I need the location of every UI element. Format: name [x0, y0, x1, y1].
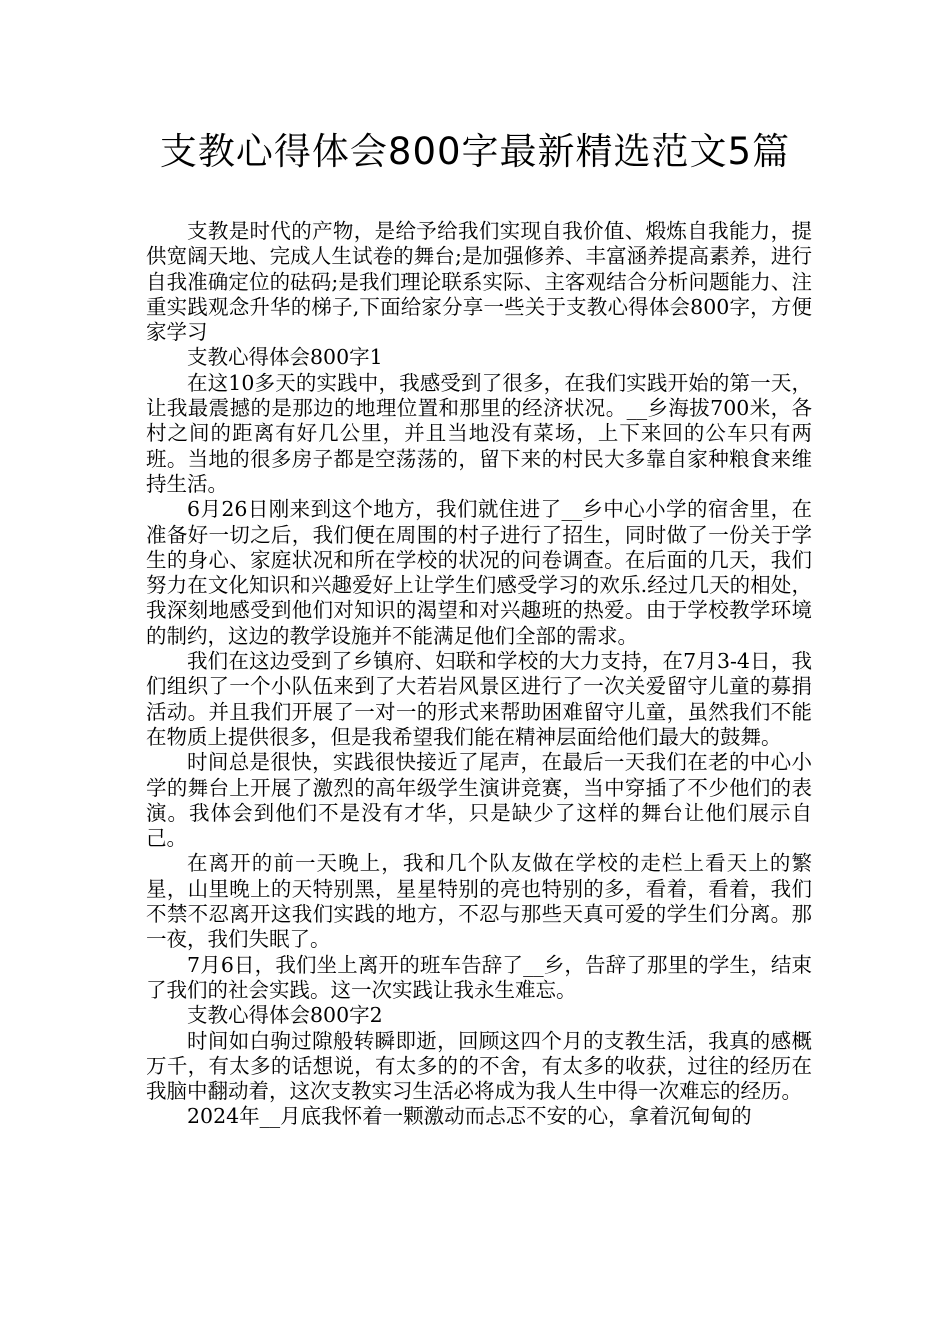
- body-paragraph: 时间总是很快，实践很快接近了尾声，在最后一天我们在老的中心小学的舞台上开展了激烈的高年级学生演讲竞赛，当中穿插了不少他们的表演。我体会到他们不是没有才华，只是缺少了这样的舞台让他们展示自己。: [146, 750, 812, 851]
- body-paragraph: 在这10多天的实践中，我感受到了很多，在我们实践开始的第一天，让我最震撼的是那边的地理位置和那里的经济状况。__乡海拔700米，各村之间的距离有好几公里，并且当地没有菜场，上下来回的公车只有两班。当地的很多房子都是空荡荡的，留下来的村民大多靠自家种粮食来维持生活。: [146, 370, 812, 496]
- body-paragraph: 时间如白驹过隙般转瞬即逝，回顾这四个月的支教生活，我真的感概万千，有太多的话想说，有太多的的不舍，有太多的收获，过往的经历在我脑中翻动着，这次支教实习生活必将成为我人生中得一次难忘的经历。: [146, 1028, 812, 1104]
- section-heading-2: 支教心得体会800字2: [187, 1003, 383, 1028]
- body-paragraph: 在离开的前一天晚上，我和几个队友做在学校的走栏上看天上的繁星，山里晚上的天特别黑，星星特别的亮也特别的多，看着，看着，我们不禁不忍离开这我们实践的地方，不忍与那些天真可爱的学生们分离。那一夜，我们失眠了。: [146, 851, 812, 952]
- document-body: [146, 219, 812, 1130]
- section-heading-1: 支教心得体会800字1: [187, 345, 383, 370]
- intro-paragraph: 支教是时代的产物，是给予给我们实现自我价值、煅炼自我能力，提供宽阔天地、完成人生试卷的舞台;是加强修养、丰富涵养提高素养，进行自我准确定位的砝码;是我们理论联系实际、主客观结合分析问题能力、注重实践观念升华的梯子,下面给家分享一些关于支教心得体会800字，方便家学习: [146, 219, 812, 345]
- body-paragraph: 2024年__月底我怀着一颗激动而忐忑不安的心，拿着沉甸甸的: [187, 1104, 752, 1129]
- body-paragraph: 我们在这边受到了乡镇府、妇联和学校的大力支持，在7月3-4日，我们组织了一个小队伍来到了大若岩风景区进行了一次关爱留守儿童的募捐活动。并且我们开展了一对一的形式来帮助困难留守儿童，虽然我们不能在物质上提供很多，但是我希望我们能在精神层面给他们最大的鼓舞。: [146, 649, 812, 749]
- document-title: 支教心得体会800字最新精选范文5篇: [159, 130, 791, 173]
- body-paragraph: 6月26日刚来到这个地方，我们就住进了__乡中心小学的宿舍里，在准备好一切之后，我们便在周围的村子进行了招生，同时做了一份关于学生的身心、家庭状况和所在学校的状况的问卷调查。在后面的几天，我们努力在文化知识和兴趣爱好上让学生们感受学习的欢乐.经过几天的相处，我深刻地感受到他们对知识的渴望和对兴趣班的热爱。由于学校教学环境的制约，这边的教学设施并不能满足他们全部的需求。: [146, 497, 812, 648]
- body-paragraph: 7月6日，我们坐上离开的班车告辞了__乡，告辞了那里的学生，结束了我们的社会实践。这一次实践让我永生难忘。: [146, 952, 812, 1002]
